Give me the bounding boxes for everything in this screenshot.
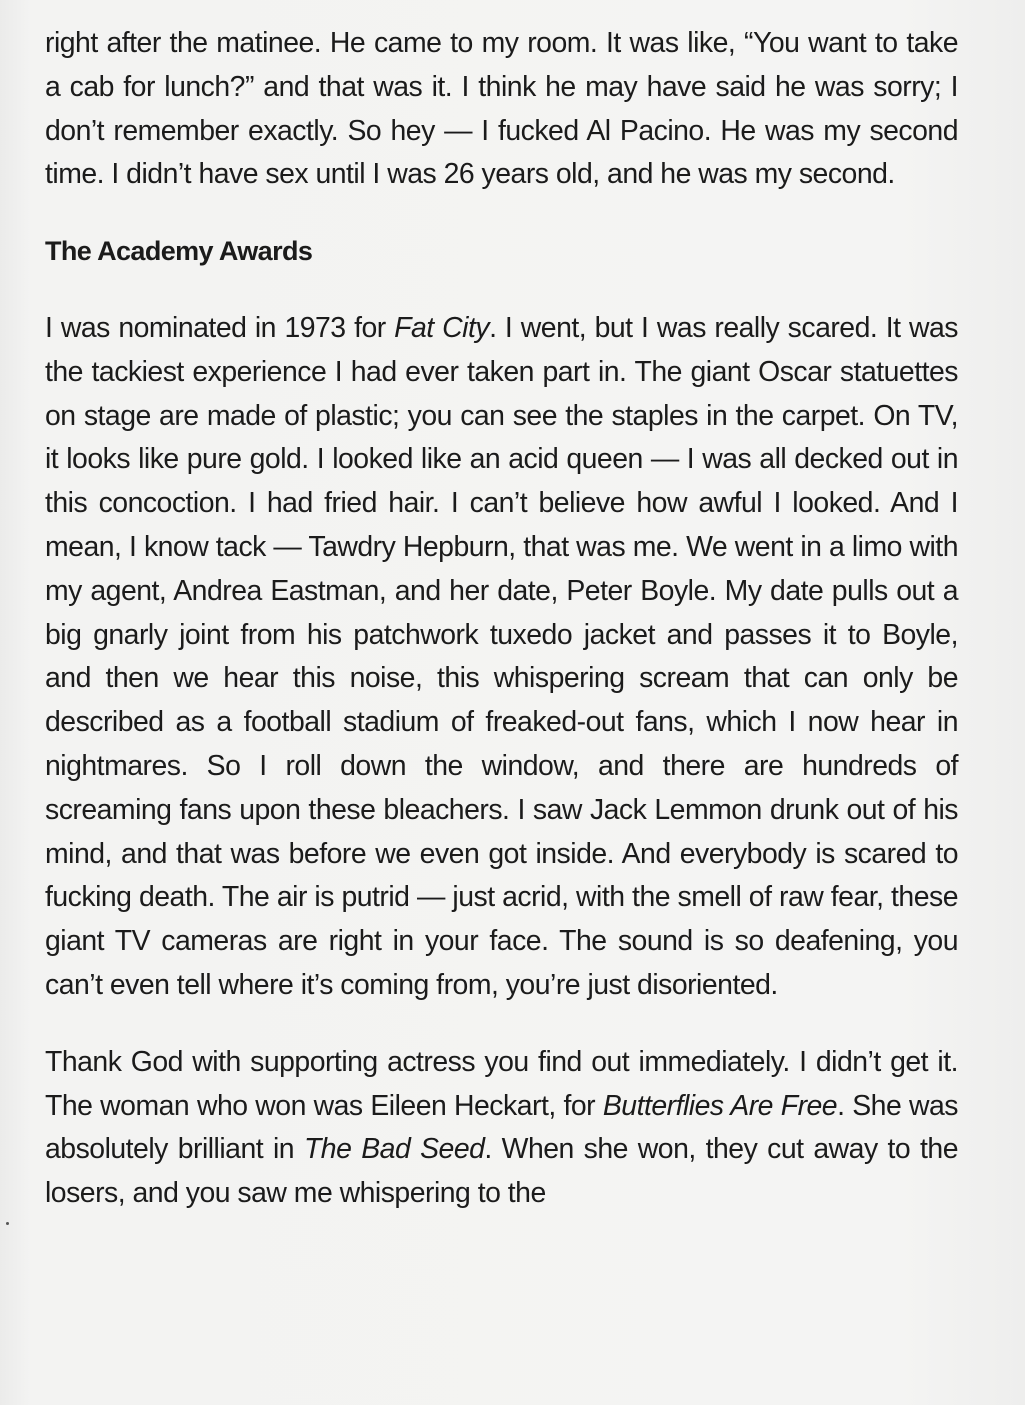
paragraph-2 bbox=[45, 307, 958, 1008]
paragraph-2-body: . I went, but I was really scared. It was the tackiest experience I had ever taken part in. The giant Oscar statuettes on stage are made of plastic; you can see the staples in the carpet. On TV, it looks like pure gold. I looked like an acid queen — I was all decked out in this concoction. I had fried hair. I can’t believe how awful I looked. And I mean, I know tack — Tawdry Hepburn, that was me. We went in a limo with my agent, Andrea Eastman, and her date, Peter Boyle. My date pulls out a big gnarly joint from his patchwork tuxedo jacket and passes it to Boyle, and then we hear this noise, this whispering scream that can only be described as a football stadium of freaked-out fans, which I now hear in nightmares. So I roll down the window, and there are hundreds of screaming fans upon these bleachers. I saw Jack Lemmon drunk out of his mind, and that was before we even got inside. And everybody is scared to fucking death. The air is putrid — just acrid, with the smell of raw fear, these giant TV cameras are right in your face. The sound is so deafening, you can’t even tell where it’s coming from, you’re just disoriented. bbox=[45, 311, 958, 1001]
paragraph-2-intro: I was nominated in 1973 for bbox=[45, 311, 395, 344]
film-title-the-bad-seed: The Bad Seed bbox=[303, 1133, 485, 1166]
section-heading: The Academy Awards bbox=[45, 236, 313, 267]
paragraph-1-text: right after the matinee. He came to my room. It was like, “You want to take a cab for lunch?” and that was it. I think he may have said he was sorry; I don’t remember exactly. So hey — I fucked Al Pacino. He was my second time. I didn’t have sex until I was 26 years old, and he was my second. bbox=[45, 27, 958, 191]
paragraph-3 bbox=[45, 1041, 958, 1216]
scan-speck bbox=[6, 1222, 9, 1225]
paragraph-3-part-2: . She was absolutely brilliant in bbox=[45, 1089, 959, 1166]
film-title-fat-city: Fat City bbox=[394, 311, 490, 344]
film-title-butterflies-are-free: Butterflies Are Free bbox=[602, 1089, 838, 1122]
paragraph-3-part-1: Thank God with supporting actress you find out immediately. I didn’t get it. The woman who won was Eileen Heckart, for bbox=[45, 1045, 958, 1122]
paragraph-1 bbox=[45, 22, 958, 197]
paragraph-3-part-3: . When she won, they cut away to the losers, and you saw me whispering to the bbox=[45, 1133, 958, 1210]
article-body bbox=[45, 22, 958, 1216]
